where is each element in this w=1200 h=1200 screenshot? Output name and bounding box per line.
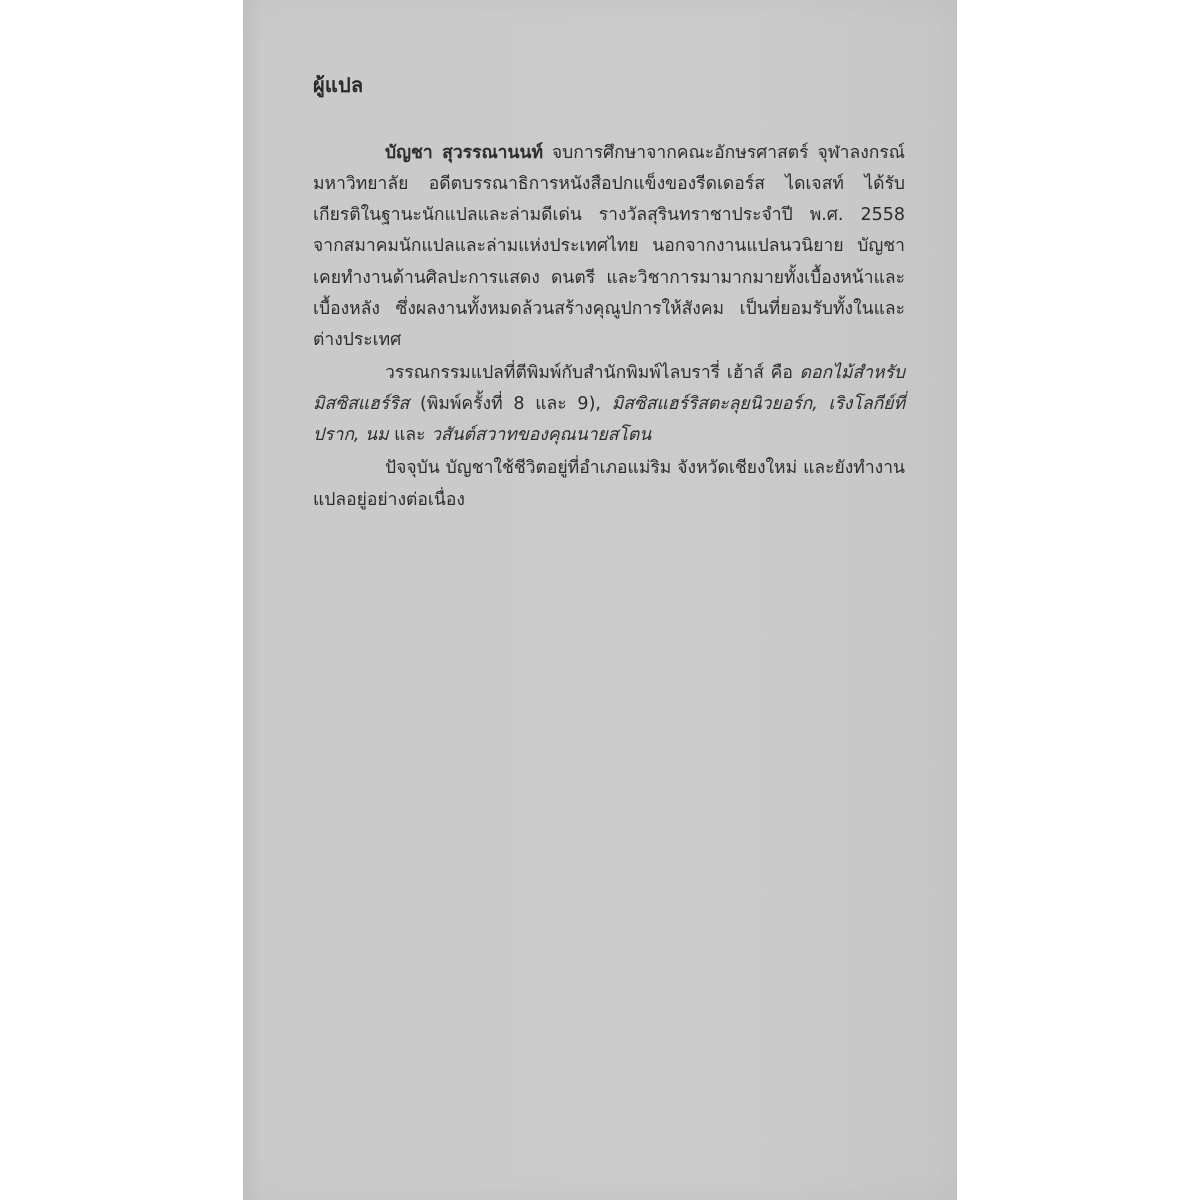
page-title: ผู้แปล — [313, 73, 364, 97]
translator-name: บัญชา สุวรรณานนท์ — [385, 143, 543, 163]
work-title: วสันต์สวาทของคุณนายสโตน — [431, 425, 652, 446]
work-title: ดอกไม้สำหรับมิสซิสแฮร์ริส — [313, 362, 905, 415]
page-content — [313, 70, 905, 1138]
paragraph-works — [313, 358, 905, 451]
paragraph-current — [313, 453, 905, 515]
work-title: มิสซิสแฮร์ริสตะลุยนิวยอร์ก, เริงโลกีย์ที่ปราก, นม — [313, 394, 905, 446]
paragraph-bio — [313, 138, 905, 356]
text-run: วรรณกรรมแปลที่ตีพิมพ์กับสำนักพิมพ์ไลบรารี่ เฮ้าส์ คือ — [385, 362, 800, 383]
body-text — [313, 138, 905, 516]
text-run: (พิมพ์ครั้งที่ 8 และ 9), — [409, 394, 612, 415]
page-sheet — [243, 0, 957, 1200]
text-run: และ — [388, 425, 432, 446]
page-bottom-blank-space — [313, 518, 905, 1138]
text-run: ปัจจุบัน บัญชาใช้ชีวิตอยู่ที่อำเภอแม่ริม จังหวัดเชียงใหม่ และยังทำงานแปลอยู่อย่างต่อเนื่อง — [313, 458, 905, 510]
text-run: จบการศึกษาจากคณะอักษรศาสตร์ จุฬาลงกรณ์มหาวิทยาลัย อดีตบรรณาธิการหนังสือปกแข็งของรีดเดอร์ส ไดเจสท์ ได้รับเกียรติในฐานะนักแปลและล่ามดีเด่น รางวัลสุรินทราชาประจำปี พ.ศ. 2558 จากสมาคมนักแปลและล่ามแห่งประเทศไทย นอกจากงานแปลนวนิยาย บัญชาเคยทำงานด้านศิลปะการแสดง ดนตรี และวิชาการมามากมายทั้งเบื้องหน้าและเบื้องหลัง ซึ่งผลงานทั้งหมดล้วนสร้างคุณูปการให้สังคม เป็นที่ยอมรับทั้งในและต่างประเทศ — [313, 143, 905, 350]
